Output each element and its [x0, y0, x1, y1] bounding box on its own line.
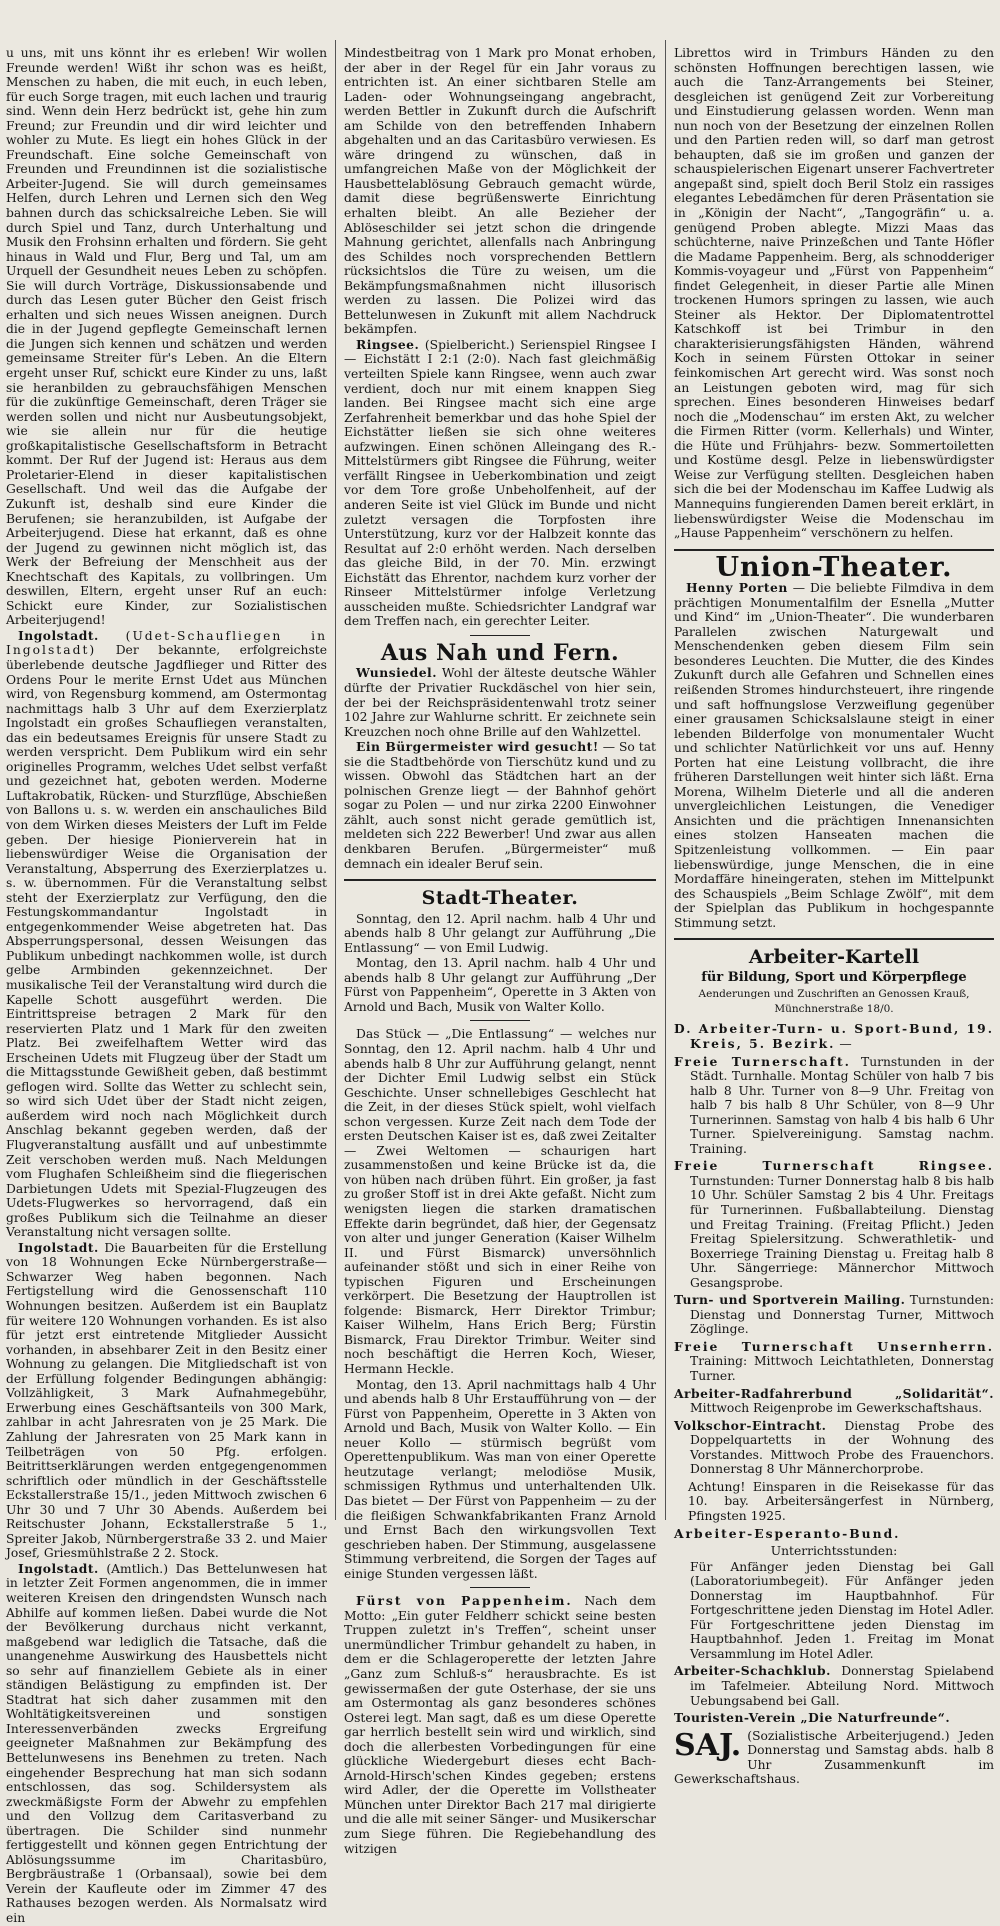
- article-bettel-continued: Mindestbeitrag von 1 Mark pro Monat erhoben, der aber in der Regel für ein Jahr voraus zu entrichten ist. An einer sichtbaren Stelle am Laden- oder Wohnungseingang angebracht, werden Bettler in Zukunft durch die Aufschrift am Schilde von den betreffenden Inhabern abgehalten und an das Caritasbüro verwiesen. Es wäre dringend zu wünschen, daß in umfangreichen Maße von der Möglichkeit der Hausbettelablösung Gebrauch gemacht würde, damit diese begrüßenswerte Einrichtung erhalten bleibt. An alle Bezieher der Ablöseschilder sei jetzt schon die dringende Mahnung gerichtet, allenfalls nach Anbringung des Schildes noch vorsprechenden Bettlern rücksichtslos die Türe zu weisen, um die Bekämpfungsmaßnahmen nicht illusorisch werden zu lassen. Die Polizei wird das Bettelunwesen in Zukunft mit allem Nachdruck bekämpfen.: [344, 46, 656, 337]
- article-bettel: [6, 1562, 327, 1926]
- article-text: Die Bauarbeiten für die Erstellung von 18 Wohnungen Ecke Nürnbergerstraße—Schwarzer Weg haben begonnen. Nach Fertigstellung wird die Genossenschaft 110 Wohnungen besitzen. Außerdem ist ein Bauplatz für weitere 120 Wohnungen vorhanden. Es ist also für jetzt erst eintretende Mitglieder Aussicht vorhanden, in absehbarer Zeit in den Besitz einer Wohnung zu gelangen. Die Mitgliedschaft ist von der Erfüllung folgender Bedingungen abhängig: Vollzähligkeit, 3 Mark Aufnahmegebühr, Erwerbung eines Geschäftsanteils von 300 Mark, zahlbar in acht Jahresraten von je 25 Mark. Die Zahlung der Jahresraten von 25 Mark kann in Teilbeträgen von 50 Pfg. erfolgen. Beitrittserklärungen werden entgegengenommen schriftlich oder mündlich in der Geschäftsstelle Eckstallerstraße 15/1., jeden Mittwoch zwischen 6 Uhr 30 und 7 Uhr 30 Abends. Außerdem bei Reitschuster Johann, Eckstallerstraße 5 1., Spreiter Jakob, Nürnbergerstraße 33 2. und Maier Josef, Griesmühlstraße 2 2. Stock.: [6, 1240, 327, 1561]
- section-heading-nah-fern: Aus Nah und Fern.: [380, 639, 620, 666]
- club-text: Training: Mittwoch Leichtathleten, Donnerstag Turner.: [690, 1354, 994, 1384]
- club-text: Dienstag Probe des Doppelquartetts in der Wohnung des Vorstandes. Mittwoch Probe des Frauenchors. Donnerstag 8 Uhr Männerchorprobe.: [690, 1418, 994, 1477]
- club-name: Turn- und Sportverein Mailing.: [674, 1292, 906, 1308]
- club-entry: [674, 1664, 994, 1708]
- club-text: Turnstunden in der Städt. Turnhalle. Montag Schüler von halb 7 bis halb 8 Uhr. Turner von 8—9 Uhr. Freitag von halb 7 bis halb 8 Uhr Schüler, von 8—9 Uhr Turnerinnen. Samstag von halb 4 bis halb 6 Uhr Turner. Spielvereinigung. Samstag nachm. Training.: [690, 1054, 994, 1156]
- divider: [674, 549, 994, 551]
- article-ringsee: [344, 338, 656, 629]
- article-dateline: Fürst von Pappenheim.: [356, 1593, 573, 1609]
- article-dateline: Ringsee.: [356, 336, 420, 352]
- program-monday: Montag, den 13. April nachm. halb 4 Uhr und abends halb 8 Uhr gelangt zur Aufführung „Der Fürst von Pappenheim“, Operette in 3 Akten von Arnold und Bach, Musik von Walter Kollo.: [344, 956, 656, 1014]
- review-entlassung: Das Stück — „Die Entlassung“ — welches nur Sonntag, den 12. April nachm. halb 4 Uhr und abends halb 8 Uhr zur Aufführung gelangt, nennt der Dichter Emil Ludwig selbst ein Stück Geschichte. Unser schnellebiges Geschlecht hat die Zeit, in der dieses Stück spielt, wohl vielfach schon vergessen. Kurze Zeit nach dem Tode der ersten Deutschen Kaiser ist es, daß zwei Zeitalter — Zwei Weltomen — schaurigen hart zusammenstoßen und keine Brücke ist da, die von hüben nach drüben führt. Ein großer, ja fast zu großer Stoff ist in drei Akte gefaßt. Nicht zum wenigsten liegen die starken dramatischen Effekte darin begründet, daß hier, der Gegensatz von alter und junger Generation (Kaiser Wilhelm II. und Fürst Bismarck) unversöhnlich aufeinander stößt und sich in einer Reihe von typischen Figuren und Erscheinungen verkörpert. Die Besetzung der Hauptrollen ist folgende: Bismarck, Herr Direktor Trimbur; Kaiser Wilhelm, Hans Erich Berg; Fürstin Bismarck, Frau Direktor Trimbur. Weiter sind noch beschäftigt die Herren Koch, Wieser, Hermann Heckle.: [344, 1027, 656, 1377]
- divider: [674, 938, 994, 940]
- column-rule: [665, 40, 666, 1520]
- article-text: Der bekannte, erfolgreichste überlebende deutsche Jagdflieger und Ritter des Ordens Pour le merite Ernst Udet aus München wird, von Regensburg kommend, am Ostermontag nachmittags halb 3 Uhr auf dem Exerzierplatz Ingolstadt ein großes Schaufliegen veranstalten, das ein bedeutsames Ereignis für unsere Stadt zu werden verspricht. Dem Publikum wird ein sehr originelles Programm, welches Udet selbst verfaßt und gezeichnet hat, geboten werden. Moderne Luftakrobatik, Rücken- und Sturzflüge, Abschießen von Ballons u. s. w. werden ein anschauliches Bild von dem Wirken dieses Meisters der Luft im Felde geben. Der hiesige Pionierverein hat in liebenswürdiger Weise die Organisation der Veranstaltung, Absperrung des Exerzierplatzes u. s. w. übernommen. Für die Veranstaltung selbst steht der Exerzierplatz zur Verfügung, den die Festungskommandantur Ingolstadt in entgegenkommender Weise abgetreten hat. Das Absperrungspersonal, dessen Weisungen das Publikum unbedingt nachkommen wolle, ist durch gelbe Armbinden gekennzeichnet. Der musikalische Teil der Veranstaltung wird durch die Kapelle Schott ausgeführt werden. Die Eintrittspreise betragen 2 Mark für den reservierten Platz und 1 Mark für den zweiten Platz. Bei zweifelhaftem Wetter wird das Erscheinen Udets mit Flugzeug über der Stadt um die Mittagsstunde Gewißheit geben, daß bestimmt geflogen wird. Sollte das Wetter zu schlecht sein, so wird sich Udet über der Stadt nicht zeigen, außerdem wird noch nach Möglichkeit durch Anschlag bekannt gegeben werden, daß der Flugveranstaltung ausfällt und auf unbestimmte Zeit verschoben werden muß. Nach Meldungen vom Flughafen Schleißheim sind die fliegerischen Darbietungen Udets mit Spezial-Flugzeugen des Udets-Flugwerkes so hervorragend, daß ein großes Publikum sich die Teilnahme an dieser Veranstaltung nicht versagen sollte.: [6, 643, 327, 1240]
- club-entry-saj: [674, 1729, 994, 1787]
- club-entry: [674, 1159, 994, 1290]
- club-entry: [674, 1340, 994, 1384]
- club-entry: [674, 1527, 994, 1542]
- article-dateline: Ein Bürgermeister wird gesucht!: [356, 739, 599, 755]
- separator: [470, 1020, 530, 1021]
- article-fuerst-continued: Librettos wird in Trimburs Händen zu den schönsten Hoffnungen berechtigen lassen, wie auch die Tanz-Arrangements bei Steiner, desgleichen ist genügend Zeit zur Vorbereitung und Einstudierung gelassen worden. Wenn man nun noch von der Besetzung der einzelnen Rollen und den Partien reden will, so darf man getrost behaupten, daß sie im großen und ganzen der schauspielerischen Eigenart unserer Fachvertreter angepaßt sind, spielt doch Beril Stolz ein rassiges elegantes Lebedämchen für deren Präsentation sie in „Königin der Nacht“, „Tangogräfin“ u. a. genügend Proben ablegte. Mizzi Maas das schüchterne, naive Prinzeßchen und Tante Höfler die Madame Pappenheim. Berg, als schnodderiger Kommis-voyageur und „Fürst von Pappenheim“ findet Gelegenheit, in dieser Partie alle Minen trockenen Humors springen zu lassen, wie auch Steiner als Hektor. Der Diplomatentrottel Katschkoff ist bei Trimbur in den charakterisierungsfähigsten Händen, während Koch in seinem Fürsten Ottokar in seiner feinkomischen Art gerecht wird. Was sonst noch an Leistungen geboten wird, mag für sich sprechen. Eines besonderen Hinweises bedarf noch die „Modenschau“ im ersten Akt, zu welcher die Firmen Ritter (vorm. Kellerhals) und Winter, die Hüte und Frühjahrs- bezw. Sommertoiletten und Kostüme desgl. Pelze in liebenswürdigster Weise zur Verfügung stellten. Desgleichen haben sich die bei der Modenschau im Kaffee Ludwig als Mannequins fungierenden Damen bereit erklärt, in liebenswürdigster Weise die Modenschau im „Hause Pappenheim“ verschönern zu helfen.: [674, 46, 994, 541]
- club-name: Freie Turnerschaft.: [674, 1053, 851, 1069]
- article-jugend: u uns, mit uns könnt ihr es erleben! Wir wollen Freunde werden! Wißt ihr schon was es heißt, Menschen zu haben, die mit euch, in euch leben, für euch Sorge tragen, mit euch lachen und traurig sind. Wenn dein Herz bedrückt ist, gehe hin zum Freund; zur Freundin und dir wird leichter und wohler zu Mute. Es liegt ein hohes Glück in der Freundschaft. Eine solche Gemeinschaft von Freunden und Freundinnen ist die sozialistische Arbeiter-Jugend. Sie will durch gemeinsames Helfen, durch Lehren und Lernen sich den Weg bahnen durch das schicksalreiche Leben. Sie will durch Spiel und Tanz, durch Unterhaltung und Musik den Frohsinn erhalten und fördern. Sie geht hinaus in Wald und Flur, Berg und Tal, um am Urquell der Gesundheit neues Leben zu schöpfen. Sie will durch Vorträge, Diskussionsabende und durch das Lesen guter Bücher den Geist frisch erhalten und sich neues Wissen aneignen. Durch die in der Jugend gepflegte Gemeinschaft lernen die Jungen sich kennen und schätzen und werden gemeinsame Streiter für's Leben. An die Eltern ergeht unser Ruf, schickt eure Kinder zu uns, laßt sie heranbilden zu gebrauchsfähigen Menschen für die zukünftige Gemeinschaft, deren Träger sie werden sollen und nicht nur Ausbeutungsobjekt, wie sie allein nur für die heutige großkapitalistische Gesellschaftsform in Betracht kommt. Der Ruf der Jugend ist: Heraus aus dem Proletarier-Elend in dieser kapitalistischen Gesellschaft. Und weil das die Aufgabe der Zukunft ist, deshalb sind eure Kinder die Berufenen; sie heranzubilden, ist Aufgabe der Arbeiterjugend. Diese hat erkannt, daß es ohne der Jugend zu gewinnen nicht möglich ist, das Werk der Befreiung der Menschheit aus der Knechtschaft des Kapitals, zu vollbringen. Um deswillen, Eltern, ergeht unser Ruf an euch: Schickt eure Kinder, zur Sozialistischen Arbeiterjugend!: [6, 46, 327, 628]
- club-name: D. Arbeiter-Turn- u. Sport-Bund, 19. Kreis, 5. Bezirk.: [674, 1021, 994, 1051]
- article-dateline: Henny Porten: [686, 580, 788, 596]
- section-heading-union-theater: Union-Theater.: [715, 551, 953, 583]
- separator: [470, 635, 530, 636]
- section-note: Aenderungen und Zuschriften an Genossen Krauß, Münchnerstraße 18/0.: [698, 988, 970, 1015]
- article-union: [674, 581, 994, 930]
- club-text: Donnerstag Spielabend im Tafelmeier. Abteilung Nord. Mittwoch Uebungsabend bei Gall.: [690, 1664, 994, 1708]
- article-dateline: Wunsiedel.: [356, 665, 437, 681]
- club-entry: [674, 1293, 994, 1337]
- club-entry: [674, 1387, 994, 1416]
- club-text: Mittwoch Reigenprobe im Gewerkschaftshaus.: [690, 1401, 983, 1416]
- club-name: Touristen-Verein „Die Naturfreunde“.: [674, 1710, 951, 1726]
- column-middle: [338, 0, 662, 1856]
- club-text: Für Anfänger jeden Dienstag bei Gall (Laboratoriumbegeit). Für Anfänger jeden Donnerstag im Hauptbahnhof. Für Fortgeschrittene jeden Dienstag im Hotel Adler. Für Fortgeschrittene jeden Dienstag im Hauptbahnhof. Jeden 1. Freitag im Monat Versammlung im Hotel Adler.: [690, 1559, 994, 1661]
- article-text: — So tat sie die Stadtbehörde von Tierschütz kund und zu wissen. Obwohl das Städtchen hart an der polnischen Grenze liegt — der Bahnhof gehört sogar zu Polen — und nur zirka 2200 Einwohner zählt, auch sonst nicht gerade gemütlich ist, meldeten sich 222 Bewerber! Und zwar aus allen denkbaren Berufen. „Bürgermeister“ muß demnach ein idealer Beruf sein.: [344, 740, 656, 871]
- article-text: Das Bettelunwesen hat in letzter Zeit Formen angenommen, die in immer weiteren Kreisen den dringendsten Wunsch nach Abhilfe auf kommen ließen. Dabei wurde die Not der Bevölkerung durchaus nicht verkannt, maßgebend war lediglich die Tatsache, daß die unangenehme Auswirkung des Hausbettels nicht so sehr auf finanziellem Gebiete als in einer ständigen Belästigung zu empfinden ist. Der Stadtrat hat sich daher zusammen mit den Wohltätigkeitsvereinen und sonstigen Interessenverbänden zwecks Ergreifung geeigneter Maßnahmen zur Bekämpfung des Bettelunwesens ins Benehmen zu treten. Nach eingehender Besprechung hat man sich sodann entschlossen, das sog. Schildersystem als zweckmäßigste Form der Abwehr zu empfehlen und den Vollzug dem Caritasverband zu übertragen. Die Schilder sind nunmehr fertiggestellt und können gegen Entrichtung der Ablösungssumme im Charitasbüro, Bergbräustraße 1 (Orbansaal), sowie bei dem Verein der Kaufleute oder im Zimmer 47 des Rathauses bezogen werden. Als Normalsatz wird ein: [6, 1561, 327, 1925]
- column-left: [0, 0, 333, 1925]
- article-text: — Die beliebte Filmdiva in dem prächtigen Monumentalfilm der Esnella „Mutter und Kind“ im „Union-Theater“. Die wunderbaren Parallelen zwischen Naturgewalt und Menschendenken geben diesem Film sein besonderes Leuchten. Die Mutter, die des Kindes Zukunft durch alle Gefahren und Schnellen eines reißenden Stromes hindurchsteuert, ihre ringende und saft hoffnungslose Verzweiflung gegenüber einer grausamen Schicksalslaune steigt in einer lebenden Bilderfolge von monumentaler Wucht und schlichter Natürlichkeit vor uns auf. Henny Porten hat eine Leistung vollbracht, die ihre früheren Darstellungen weit hinter sich läßt. Erna Morena, Wilhelm Dieterle und all die anderen unvergleichlichen Leistungen, die Venediger Ansichten und die prächtigen Innenansichten eines stolzen Hanseaten machen die Spitzenleistung vollkommen. — Ein paar liebenswürdige, junge Menschen, die in eine Mordaffäre hineingeraten, stehen im Mittelpunkt des Schauspiels „Beim Schlage Zwölf“, mit dem der Spielplan das Publikum in hochgespannte Stimmung setzt.: [674, 581, 994, 930]
- section-heading-arbeiter-kartell: Arbeiter-Kartell: [748, 946, 920, 969]
- article-text: Wohl der älteste deutsche Wähler dürfte der Privatier Ruckdäschel von hier sein, der bei der Reichspräsidentenwahl trotz seiner 102 Jahre zur Wahlurne schritt. Er zeichnete sein Kreuzchen noch ohne Brille auf den Wahlzettel.: [344, 666, 656, 739]
- article-dateline: Ingolstadt.: [18, 1239, 99, 1255]
- column-right: [668, 0, 1000, 1787]
- club-name: Freie Turnerschaft Unsernherrn.: [674, 1338, 994, 1354]
- club-entry: [674, 1022, 994, 1051]
- article-fuerst: [344, 1594, 656, 1856]
- review-pappenheim: Montag, den 13. April nachmittags halb 4 Uhr und abends halb 8 Uhr Erstaufführung von — der Fürst von Pappenheim, Operette in 3 Akten von Arnold und Bach, Musik von Walter Kollo. — Ein neuer Kollo — stürmisch begrüßt vom Operettenpublikum. Was man von einer Operette heutzutage verlangt; melodiöse Musik, schmissigen Rythmus und unterhaltenden Ulk. Das bietet — Der Fürst von Pappenheim — zu der die fleißigen Schwankfabrikanten Franz Arnold und Ernst Bach den wirkungsvollen Text geschrieben haben. Der Stimmung, ausgelassene Stimmung verbreitend, die Sorgen der Tages auf einige Stunden vergessen läßt.: [344, 1377, 656, 1581]
- article-buergermeister: [344, 740, 656, 871]
- article-wohnungen: [6, 1241, 327, 1561]
- article-udet: [6, 629, 327, 1240]
- article-text: Nach dem Motto: „Ein guter Feldherr schickt seine besten Truppen zuletzt in's Treffen“, scheint unser unermündlicher Trimbur gehandelt zu haben, in dem er die Schlageroperette der letzten Jahre „Ganz zum Schluß-s“ herausbrachte. Es ist gewissermaßen der gute Osterhase, der sie uns am Ostermontag als ganz besonderes schönes Osterei legt. Man sagt, daß es um diese Operette gar herrlich bestellt sein wird und wirklich, sind doch die allerbesten Vorbedingungen für eine glückliche Wiedergeburt dieses echt Bach-Arnold-Hirsch'schen Kindes gegeben; erstens wird Adler, der die Operette im Vollstheater München unter Direktor Bach 217 mal dirigierte und die alle mit seiner Sänger- und Musikerschar zum Siege führen. Die Regiebehandlung des witzigen: [344, 1594, 656, 1856]
- separator: [470, 1587, 530, 1588]
- article-subtitle: (Udet-Schaufliegen in Ingolstadt): [6, 628, 327, 658]
- article-dateline: Ingolstadt.: [18, 1560, 99, 1576]
- section-heading-stadt-theater: Stadt-Theater.: [421, 887, 579, 910]
- club-text: —: [839, 1037, 852, 1051]
- article-text: (Spielbericht.) Serienspiel Ringsee I — Eichstätt I 2:1 (2:0). Nach fast gleichmäßig verteilten Spiele kann Ringsee, wenn auch zwar verdient, doch nur mit einem knappen Sieg landen. Bei Ringsee macht sich eine arge Zerfahrenheit bemerkbar und das hohe Spiel der Eichstätter ließen sie sich ohne weiteres aufzwingen. Einen schönen Alleingang des R.-Mittelstürmers gibt Ringsee die Führung, weiter verfällt Ringsee in Ueberkombination und zeigt vor dem Tore große Unbeholfenheit, auf der anderen Seite ist viel Glück im Bunde und nicht zuletzt versagen die Torpfosten ihre Unterstützung, kurz vor der Halbzeit konnte das Resultat auf 2:0 erhöht werden. Nach derselben das gleiche Bild, in der 70. Min. erzwingt Eichstätt das Ehrentor, nachdem kurz vorher der Rinseer Mittelstürmer infolge Verletzung ausscheiden mußte. Schiedsrichter Landgraf war dem Treffen nach, ein gerechter Leiter.: [344, 337, 656, 629]
- article-subtitle: (Amtlich.): [106, 1561, 169, 1576]
- club-entry: [674, 1711, 994, 1726]
- club-text: Turnstunden: Turner Donnerstag halb 8 bis halb 10 Uhr. Schüler Samstag 2 bis 4 Uhr. Freitags für Turnerinnen. Fußballabteilung. Dienstag und Freitag Training. (Freitag Pflicht.) Jeden Freitag Spielersitzung. Schwerathletik- und Boxerriege Training Dienstag u. Freitag halb 8 Uhr. Sängerriege: Männerchor Mittwoch Gesangsprobe.: [690, 1173, 994, 1290]
- club-name: Freie Turnerschaft Ringsee.: [674, 1158, 994, 1174]
- club-name: Volkschor-Eintracht.: [674, 1417, 827, 1433]
- club-notice: Achtung! Einsparen in die Reisekasse für das 10. bay. Arbeitersängerfest in Nürnberg, Pfingsten 1925.: [688, 1479, 994, 1523]
- saj-logo-text: SAJ.: [674, 1727, 742, 1763]
- club-name: Arbeiter-Schachklub.: [674, 1663, 831, 1679]
- club-entry: [674, 1055, 994, 1157]
- article-wunsiedel: [344, 666, 656, 739]
- club-name: Arbeiter-Esperanto-Bund.: [674, 1525, 901, 1541]
- section-subheading: für Bildung, Sport und Körperpflege: [701, 969, 967, 985]
- club-name: Arbeiter-Radfahrerbund „Solidarität“.: [674, 1385, 994, 1401]
- article-dateline: Ingolstadt.: [18, 627, 99, 643]
- program-sunday: Sonntag, den 12. April nachm. halb 4 Uhr und abends halb 8 Uhr gelangt zur Aufführung „Die Entlassung“ — von Emil Ludwig.: [344, 911, 656, 955]
- column-rule: [335, 40, 336, 1520]
- divider: [344, 879, 656, 881]
- club-subheading: Unterrichtsstunden:: [770, 1544, 898, 1559]
- club-text: Turnstunden: Dienstag und Donnerstag Turner, Mittwoch Zöglinge.: [690, 1293, 994, 1337]
- club-text: (Sozialistische Arbeiterjugend.) Jeden Donnerstag und Samstag abds. halb 8 Uhr Zusammenkunft im Gewerkschaftshaus.: [674, 1728, 994, 1787]
- club-entry: [674, 1419, 994, 1477]
